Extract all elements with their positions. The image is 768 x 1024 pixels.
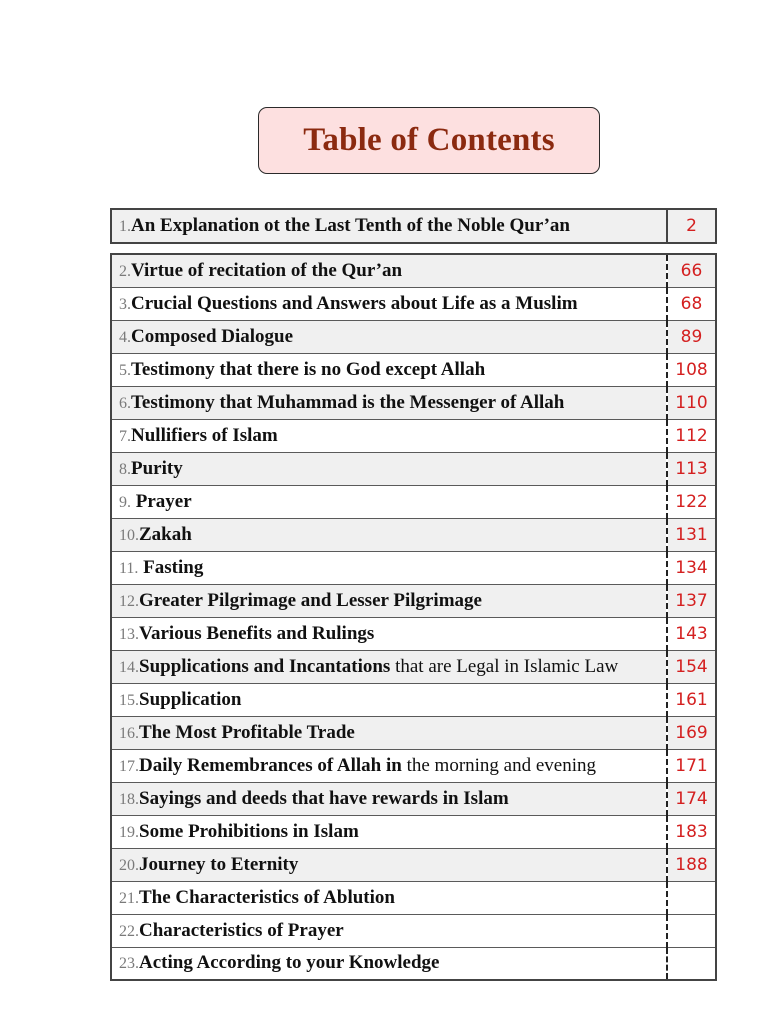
toc-entry-title	[111, 749, 667, 782]
toc-first-entry-table	[110, 208, 717, 244]
toc-entry-page	[667, 881, 716, 914]
toc-entry-label: The Characteristics of Ablution	[139, 886, 395, 908]
toc-entry-title	[111, 419, 667, 452]
toc-entry-label: Composed Dialogue	[131, 325, 294, 347]
toc-row	[111, 881, 716, 914]
toc-entry-label: An Explanation ot the Last Tenth of the Noble Qur’an	[131, 215, 570, 236]
toc-entry-number: 16.	[119, 724, 139, 742]
toc-row	[111, 419, 716, 452]
toc-entry-label: Greater Pilgrimage and Lesser Pilgrimage	[139, 589, 482, 611]
toc-entry-page: 112	[667, 419, 716, 452]
toc-entry-label: Purity	[131, 457, 183, 479]
toc-entry-label: The Most Profitable Trade	[139, 721, 355, 743]
toc-entry-number: 7.	[119, 427, 131, 445]
toc-entry-label: Acting According to your Knowledge	[139, 952, 440, 974]
toc-entry-number: 1.	[119, 218, 131, 235]
toc-entry-number: 2.	[119, 262, 131, 280]
toc-entry-title	[111, 584, 667, 617]
toc-entry-title	[111, 320, 667, 353]
toc-entry-page	[667, 914, 716, 947]
toc-entry-label: Virtue of recitation of the Qur’an	[131, 259, 403, 281]
toc-entry-label: Supplication	[139, 688, 242, 710]
toc-row	[111, 650, 716, 683]
toc-entry-page: 171	[667, 749, 716, 782]
toc-entry-page	[667, 947, 716, 980]
toc-entry-label-plain: that are Legal in Islamic Law	[390, 655, 619, 677]
toc-entry-page: 2	[667, 209, 716, 243]
toc-entry-title	[111, 452, 667, 485]
toc-entry-page: 154	[667, 650, 716, 683]
toc-entry-number: 5.	[119, 361, 131, 379]
toc-row	[111, 815, 716, 848]
toc-entry-title	[111, 353, 667, 386]
toc-entry-page: 89	[667, 320, 716, 353]
toc-title: Table of Contents	[303, 122, 555, 158]
toc-row	[111, 584, 716, 617]
toc-row	[111, 914, 716, 947]
toc-entry-page: 169	[667, 716, 716, 749]
toc-entry-label: Journey to Eternity	[139, 853, 299, 875]
toc-entry-number: 11.	[119, 559, 139, 577]
toc-row	[111, 386, 716, 419]
toc-entry-number: 21.	[119, 889, 139, 907]
toc-entry-label: Nullifiers of Islam	[131, 424, 278, 446]
toc-entry-page: 122	[667, 485, 716, 518]
toc-entry-number: 22.	[119, 922, 139, 940]
toc-entry-label: Crucial Questions and Answers about Life as a Muslim	[131, 292, 578, 314]
toc-entry-page: 174	[667, 782, 716, 815]
toc-entry-page: 68	[667, 287, 716, 320]
toc-entry-page: 66	[667, 254, 716, 287]
toc-entry-number: 18.	[119, 790, 139, 808]
toc-entry-label: Testimony that there is no God except Allah	[131, 358, 486, 380]
toc-entries-table	[110, 253, 717, 981]
toc-entry-label: Fasting	[138, 556, 204, 578]
toc-row	[111, 617, 716, 650]
toc-row	[111, 209, 716, 243]
toc-entry-title	[111, 287, 667, 320]
toc-entry-number: 23.	[119, 955, 139, 973]
toc-entry-number: 9.	[119, 493, 131, 511]
toc-row	[111, 848, 716, 881]
toc-entry-number: 19.	[119, 823, 139, 841]
toc-entry-number: 4.	[119, 328, 131, 346]
toc-entry-label: Daily Remembrances of Allah in	[139, 754, 402, 776]
toc-entry-title	[111, 782, 667, 815]
toc-row	[111, 320, 716, 353]
toc-row	[111, 683, 716, 716]
toc-entry-title	[111, 518, 667, 551]
toc-entry-page: 134	[667, 551, 716, 584]
toc-entry-page: 161	[667, 683, 716, 716]
toc-entry-page: 137	[667, 584, 716, 617]
toc-entry-title	[111, 881, 667, 914]
toc-entry-number: 14.	[119, 658, 139, 676]
toc-row	[111, 749, 716, 782]
toc-row	[111, 947, 716, 980]
toc-entry-number: 17.	[119, 757, 139, 775]
toc-entry-label: Supplications and Incantations	[139, 655, 391, 677]
toc-row	[111, 716, 716, 749]
toc-entry-number: 8.	[119, 460, 131, 478]
toc-entry-title	[111, 914, 667, 947]
toc-row	[111, 254, 716, 287]
toc-title-box	[258, 107, 600, 174]
toc-entry-title	[111, 617, 667, 650]
toc-entry-page: 113	[667, 452, 716, 485]
toc-row	[111, 518, 716, 551]
toc-entry-number: 20.	[119, 856, 139, 874]
toc-entry-number: 12.	[119, 592, 139, 610]
toc-entry-number: 6.	[119, 394, 131, 412]
toc-entry-title	[111, 716, 667, 749]
toc-entry-title	[111, 254, 667, 287]
toc-entry-label: Some Prohibitions in Islam	[139, 820, 359, 842]
toc-entry-title	[111, 209, 667, 243]
toc-entry-page: 108	[667, 353, 716, 386]
toc-entry-title	[111, 551, 667, 584]
toc-row	[111, 551, 716, 584]
toc-row	[111, 353, 716, 386]
toc-entry-label: Various Benefits and Rulings	[139, 622, 375, 644]
toc-entry-label: Sayings and deeds that have rewards in Islam	[139, 787, 509, 809]
toc-entry-page: 183	[667, 815, 716, 848]
toc-entry-title	[111, 683, 667, 716]
toc-entry-title	[111, 848, 667, 881]
toc-entry-page: 188	[667, 848, 716, 881]
toc-entry-page: 110	[667, 386, 716, 419]
toc-row	[111, 452, 716, 485]
toc-entry-number: 3.	[119, 295, 131, 313]
toc-entry-number: 13.	[119, 625, 139, 643]
toc-row	[111, 287, 716, 320]
toc-entry-number: 10.	[119, 526, 139, 544]
toc-entry-label: Characteristics of Prayer	[139, 919, 344, 941]
toc-entry-title	[111, 386, 667, 419]
toc-entry-title	[111, 815, 667, 848]
toc-entry-page: 143	[667, 617, 716, 650]
toc-entry-label: Testimony that Muhammad is the Messenger of Allah	[131, 391, 565, 413]
toc-row	[111, 782, 716, 815]
toc-entry-title	[111, 650, 667, 683]
toc-entry-number: 15.	[119, 691, 139, 709]
toc-entry-label: Zakah	[139, 523, 192, 545]
toc-entry-title	[111, 485, 667, 518]
toc-entry-label-plain: the morning and evening	[401, 754, 597, 776]
toc-entry-title	[111, 947, 667, 980]
toc-entry-page: 131	[667, 518, 716, 551]
toc-entry-label: Prayer	[131, 490, 192, 512]
toc-row	[111, 485, 716, 518]
